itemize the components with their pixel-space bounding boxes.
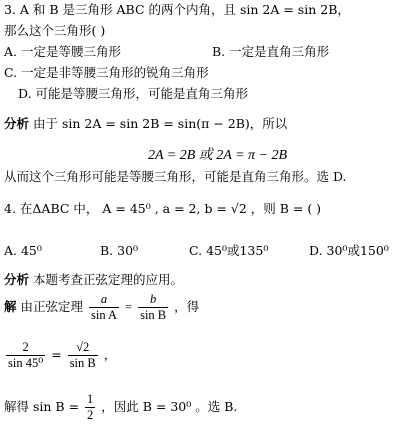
q3-analysis-text: 由于 sin 2A = sin 2B = sin(π − 2B)，所以 bbox=[33, 116, 288, 131]
law-of-sines-right-fraction: $\frac{b}{\text{sin B}}$ bbox=[140, 292, 167, 322]
q4-option-d: D. 30⁰或150⁰ bbox=[309, 243, 389, 258]
q4-option-b: B. 30⁰ bbox=[100, 243, 139, 258]
q4-solution-label: 解 bbox=[4, 299, 17, 314]
q3-option-a: A. 一定是等腰三角形 bbox=[4, 44, 121, 59]
q4-result-prefix: 解得 sin B = bbox=[4, 399, 80, 414]
q4-option-c: C. 45⁰或135⁰ bbox=[189, 243, 269, 258]
q3-analysis bbox=[4, 116, 287, 131]
q3-analysis-label: 分析 bbox=[4, 116, 30, 131]
q4-substitution-line: $\frac{2}{\text{sin 45⁰}}$ = $\frac{√2}{\text{sin B}}$ ， bbox=[8, 340, 117, 370]
q3-stem-line2: 那么这个三角形( ) bbox=[4, 23, 106, 38]
q3-option-c: C. 一定是非等腰三角形的锐角三角形 bbox=[4, 65, 209, 80]
q4-solution-suffix: ，得 bbox=[174, 299, 200, 314]
q4-result-line bbox=[4, 392, 237, 423]
q4-option-a: A. 45⁰ bbox=[4, 243, 42, 258]
q4-solution-line: 解 由正弦定理 $\frac{a}{\text{sin A}}$ = $\frac{b}{\text{sin B}}$ ，得 bbox=[4, 292, 200, 322]
q3-option-d: D. 可能是等腰三角形，可能是直角三角形 bbox=[18, 86, 249, 101]
q3-stem-line1: 3. A 和 B 是三角形 ABC 的两个内角，且 sin 2A = sin 2B， bbox=[4, 2, 350, 17]
result-fraction: $\frac{1}{2}$ bbox=[87, 392, 94, 422]
q4-stem: 4. 在ΔABC 中， A = 45⁰ , a = 2, b = √2 ，则 B = ( ) bbox=[4, 201, 322, 216]
substitution-right-fraction: $\frac{√2}{\text{sin B}}$ bbox=[69, 340, 96, 370]
q4-analysis bbox=[4, 272, 183, 287]
q3-equation: 2A = 2B 或 2A = π − 2B bbox=[148, 148, 288, 163]
q3-option-b: B. 一定是直角三角形 bbox=[212, 44, 330, 59]
q3-conclusion: 从而这个三角形可能是等腰三角形，可能是直角三角形。选 D. bbox=[4, 169, 347, 184]
q4-analysis-label: 分析 bbox=[4, 272, 30, 287]
substitution-left-fraction: $\frac{2}{\text{sin 45⁰}}$ bbox=[8, 340, 44, 370]
q4-solution-text: 由正弦定理 bbox=[20, 299, 84, 314]
q4-result-suffix: ，因此 B = 30⁰ 。选 B. bbox=[101, 399, 238, 414]
law-of-sines-left-fraction: $\frac{a}{\text{sin A}}$ bbox=[91, 292, 118, 322]
q4-analysis-text: 本题考查正弦定理的应用。 bbox=[33, 272, 184, 287]
